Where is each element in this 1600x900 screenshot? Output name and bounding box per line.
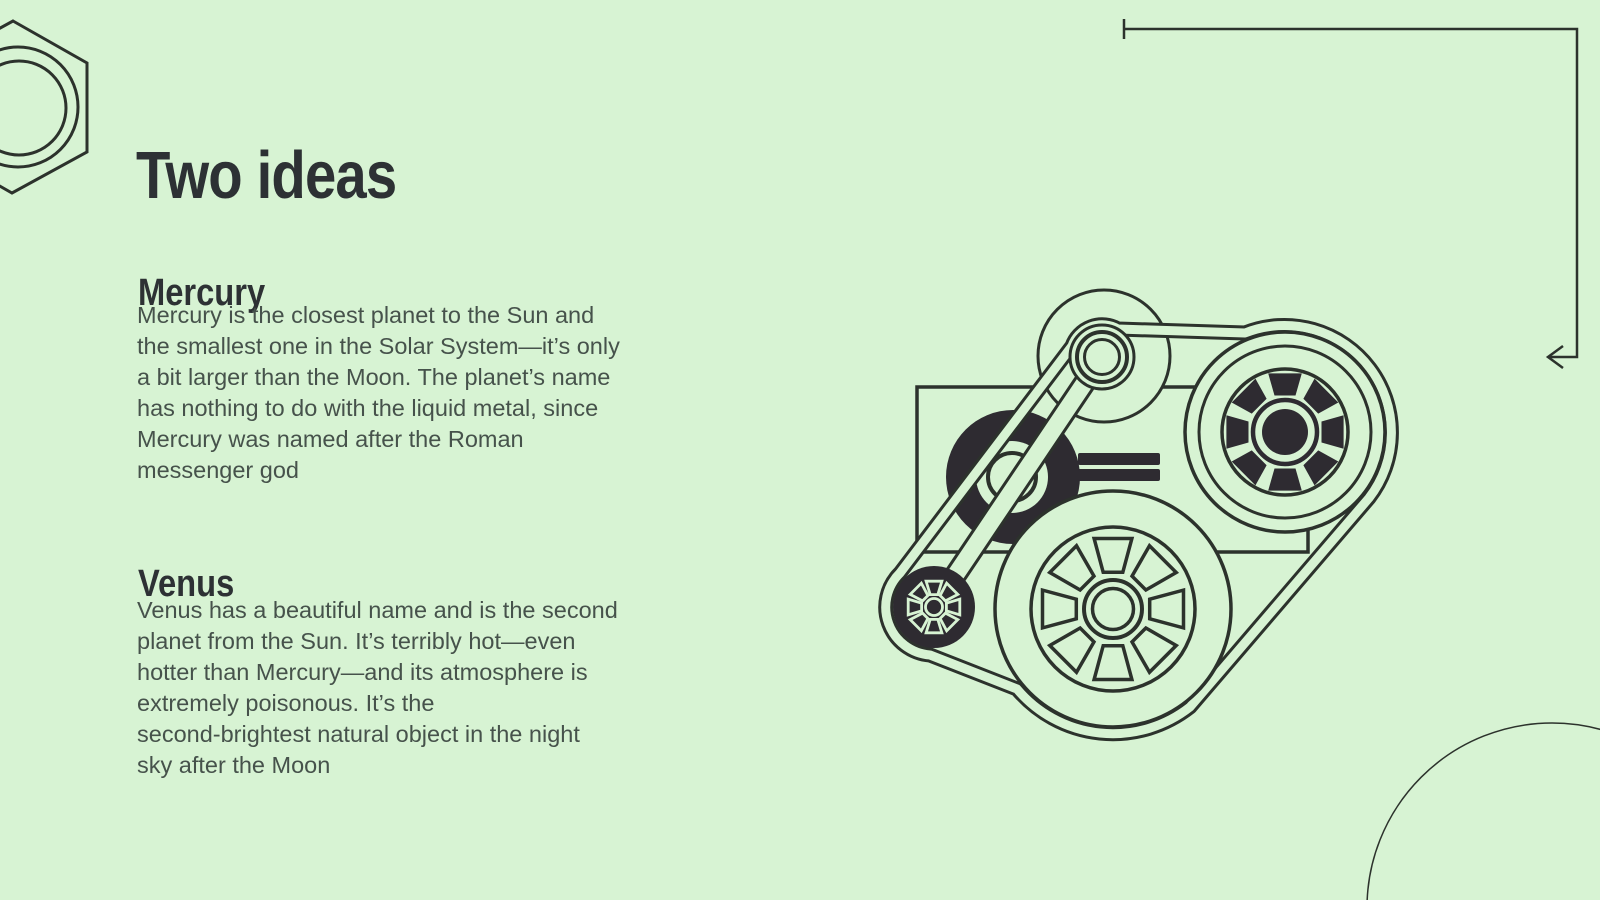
body-text-line: planet from the Sun. It’s terribly hot—even	[137, 628, 576, 654]
section-heading-venus: Venus	[138, 562, 235, 605]
fan-pulley	[1185, 332, 1385, 532]
body-text-line: Mercury is the closest planet to the Sun and	[137, 302, 595, 328]
small-gear-pulley	[893, 566, 975, 648]
top-hub-pulley	[1070, 325, 1134, 389]
hex-nut-icon	[0, 21, 87, 193]
body-text-line: second-brightest natural object in the night	[137, 721, 580, 747]
circle-outline-icon	[1367, 723, 1600, 900]
section-body-venus	[137, 595, 777, 781]
body-text-line: hotter than Mercury—and its atmosphere is	[137, 659, 588, 685]
section-body-mercury	[137, 300, 777, 486]
corner-arrow-icon	[1124, 19, 1577, 368]
body-text-line: the smallest one in the Solar System—it’s only	[137, 333, 620, 359]
pulley-machine-illustration	[886, 290, 1392, 734]
body-text-line: extremely poisonous. It’s the	[137, 690, 435, 716]
body-text-line: sky after the Moon	[137, 752, 331, 778]
spoked-pulley	[995, 491, 1231, 727]
body-text-line: a bit larger than the Moon. The planet’s name	[137, 364, 611, 390]
body-text-line: Mercury was named after the Roman	[137, 426, 524, 452]
slide-title: Two ideas	[136, 137, 397, 213]
body-text-line: has nothing to do with the liquid metal, since	[137, 395, 599, 421]
body-text-line: Venus has a beautiful name and is the second	[137, 597, 618, 623]
engine-vent-bars	[1078, 453, 1160, 481]
body-text-line: messenger god	[137, 457, 299, 483]
section-heading-mercury: Mercury	[138, 271, 266, 314]
